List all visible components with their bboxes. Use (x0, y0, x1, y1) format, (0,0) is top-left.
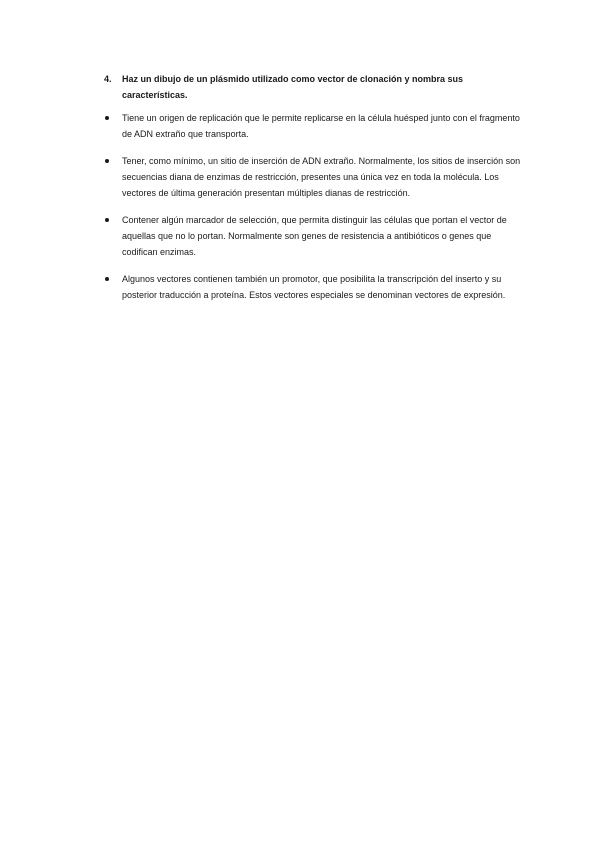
bullet-dot-icon (104, 153, 122, 201)
bullet-text: Tener, como mínimo, un sitio de inserción de ADN extraño. Normalmente, los sitios de inserción son secuencias diana de enzimas de restricción, presentes una única vez en toda la molécula. Los vectores de última generación presentan múltiples dianas de restricción. (122, 156, 521, 198)
bullet-text: Tiene un origen de replicación que le permite replicarse en la célula huésped junto con el fragmento de ADN extraño que transporta. (122, 113, 520, 139)
list-item (104, 212, 524, 260)
list-item (104, 153, 524, 201)
bullet-dot-icon (104, 212, 122, 260)
bullet-dot-icon (104, 271, 122, 303)
bullet-text: Contener algún marcador de selección, que permita distinguir las células que portan el vector de aquellas que no lo portan. Normalmente son genes de resistencia a antibióticos o genes que codifican enzimas. (122, 215, 507, 257)
list-item (104, 110, 524, 142)
answer-bullet-list (104, 110, 524, 314)
question-text: Haz un dibujo de un plásmido utilizado como vector de clonación y nombra sus características. (122, 74, 464, 100)
bullet-text: Algunos vectores contienen también un promotor, que posibilita la transcripción del inserto y su posterior traducción a proteína. Estos vectores especiales se denominan vectores de expresión. (122, 274, 506, 300)
question-heading (104, 71, 524, 103)
bullet-dot-icon (104, 110, 122, 142)
question-number: 4. (104, 74, 112, 84)
list-item (104, 271, 524, 303)
